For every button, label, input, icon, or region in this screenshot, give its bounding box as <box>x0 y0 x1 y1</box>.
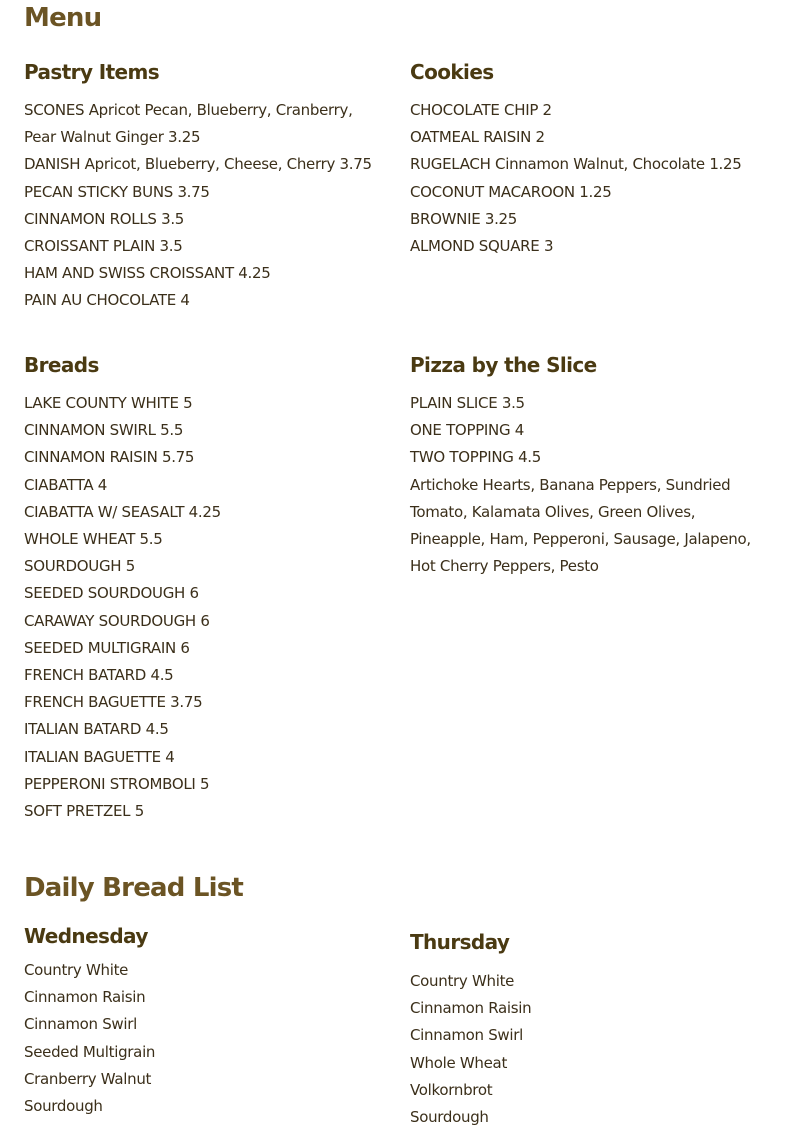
section-heading: Thursday <box>410 930 510 954</box>
list-item: PECAN STICKY BUNS 3.75 <box>24 182 210 201</box>
list-item: FRENCH BATARD 4.5 <box>24 666 174 685</box>
menu-title: Menu <box>24 3 102 33</box>
list-item: CROISSANT PLAIN 3.5 <box>24 237 183 256</box>
list-item: Seeded Multigrain <box>24 1042 156 1061</box>
list-item: CINNAMON ROLLS 3.5 <box>24 209 185 228</box>
list-item: Sourdough <box>24 1097 103 1116</box>
list-item: Artichoke Hearts, Banana Peppers, Sundried <box>410 475 731 494</box>
section-pizza <box>410 352 770 580</box>
list-item: FRENCH BAGUETTE 3.75 <box>24 693 203 712</box>
list-item: CIABATTA 4 <box>24 475 108 494</box>
list-item: CHOCOLATE CHIP 2 <box>410 101 552 119</box>
list-item: Cinnamon Swirl <box>24 1015 138 1034</box>
section-cookies <box>410 59 770 260</box>
list-item: DANISH Apricot, Blueberry, Cheese, Cherry 3.75 <box>24 155 372 174</box>
list-item: SEEDED SOURDOUGH 6 <box>24 584 199 603</box>
list-item: Cinnamon Raisin <box>24 988 146 1007</box>
list-item: PAIN AU CHOCOLATE 4 <box>24 291 190 310</box>
section-heading: Pastry Items <box>24 60 160 84</box>
list-item: CINNAMON SWIRL 5.5 <box>24 421 184 440</box>
daily-bread-title: Daily Bread List <box>24 873 244 903</box>
list-item: ITALIAN BATARD 4.5 <box>24 720 169 739</box>
list-item: Cinnamon Raisin <box>410 999 532 1018</box>
list-item: Pineapple, Ham, Pepperoni, Sausage, Jalapeno, <box>410 530 751 549</box>
section-pastry <box>24 59 384 315</box>
list-item: SOFT PRETZEL 5 <box>24 802 144 821</box>
list-item: TWO TOPPING 4.5 <box>410 448 542 467</box>
list-item: RUGELACH Cinnamon Walnut, Chocolate 1.25 <box>410 155 742 174</box>
section-heading: Pizza by the Slice <box>410 353 597 377</box>
list-item: SCONES Apricot Pecan, Blueberry, Cranberry, <box>24 101 353 119</box>
list-item: SEEDED MULTIGRAIN 6 <box>24 638 190 657</box>
section-heading: Wednesday <box>24 924 148 948</box>
section-heading: Breads <box>24 353 99 377</box>
list-item: Sourdough <box>410 1108 489 1127</box>
list-item: CARAWAY SOURDOUGH 6 <box>24 611 210 630</box>
list-item: BROWNIE 3.25 <box>410 209 518 228</box>
list-item: ALMOND SQUARE 3 <box>410 237 554 256</box>
list-item: Country White <box>24 961 129 979</box>
list-item: CIABATTA W/ SEASALT 4.25 <box>24 502 221 521</box>
list-item: Cinnamon Swirl <box>410 1026 524 1045</box>
list-item: COCONUT MACAROON 1.25 <box>410 182 612 201</box>
list-item: Cranberry Walnut <box>24 1069 152 1088</box>
list-item: ITALIAN BAGUETTE 4 <box>24 747 175 766</box>
list-item: SOURDOUGH 5 <box>24 557 135 576</box>
list-item: OATMEAL RAISIN 2 <box>410 128 545 147</box>
section-wednesday <box>24 923 384 1120</box>
list-item: Volkornbrot <box>410 1080 493 1099</box>
list-item: WHOLE WHEAT 5.5 <box>24 530 163 549</box>
list-item: CINNAMON RAISIN 5.75 <box>24 448 195 467</box>
section-heading: Cookies <box>410 60 494 84</box>
list-item: ONE TOPPING 4 <box>410 421 525 440</box>
list-item: Hot Cherry Peppers, Pesto <box>410 557 599 576</box>
list-item: Country White <box>410 972 515 990</box>
list-item: Whole Wheat <box>410 1053 508 1072</box>
list-item: PLAIN SLICE 3.5 <box>410 394 525 412</box>
list-item: PEPPERONI STROMBOLI 5 <box>24 774 210 793</box>
list-item: HAM AND SWISS CROISSANT 4.25 <box>24 264 271 283</box>
list-item: Tomato, Kalamata Olives, Green Olives, <box>410 502 696 521</box>
section-breads <box>24 352 384 825</box>
list-item: LAKE COUNTY WHITE 5 <box>24 394 193 412</box>
section-thursday <box>410 929 770 1131</box>
list-item: Pear Walnut Ginger 3.25 <box>24 128 201 147</box>
